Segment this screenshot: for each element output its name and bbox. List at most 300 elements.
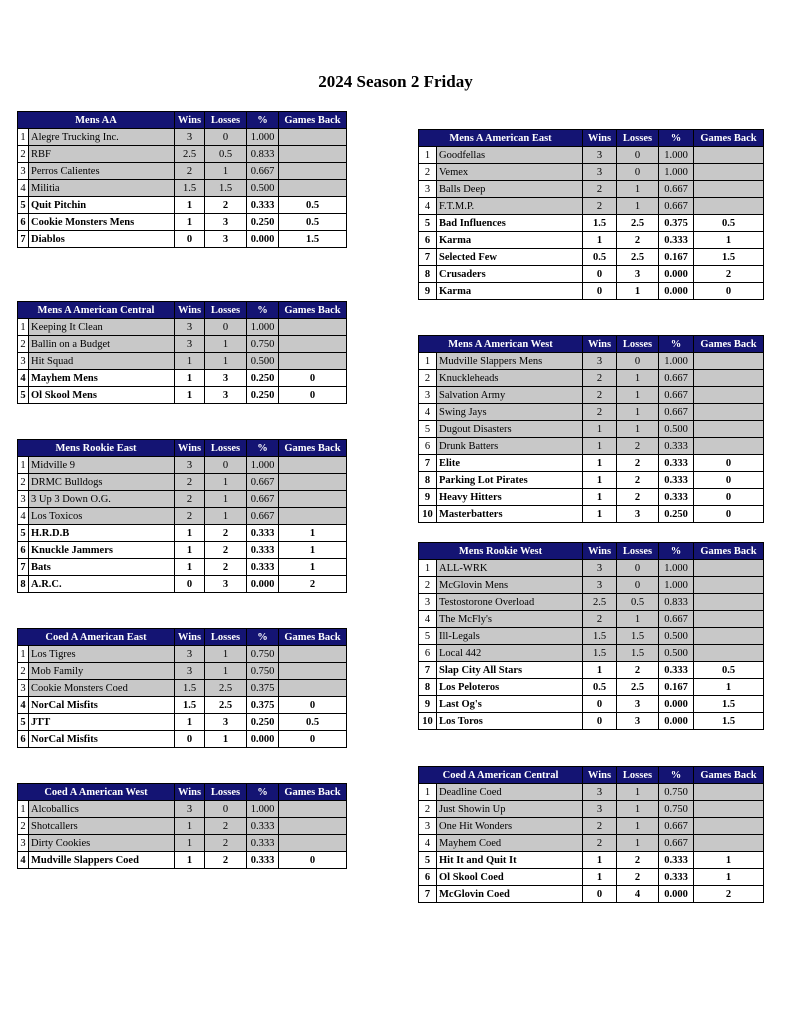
games-back-cell xyxy=(694,421,764,438)
pct-cell: 0.250 xyxy=(247,387,279,404)
wins-cell: 1 xyxy=(583,506,617,523)
table-row xyxy=(18,491,347,508)
team-cell: Quit Pitchin xyxy=(29,197,175,214)
table-header-row xyxy=(419,336,764,353)
losses-cell: 2 xyxy=(205,197,247,214)
games-back-header: Games Back xyxy=(694,130,764,147)
wins-cell: 3 xyxy=(583,577,617,594)
wins-cell: 1 xyxy=(175,370,205,387)
table-row xyxy=(419,852,764,869)
wins-cell: 2 xyxy=(583,198,617,215)
wins-cell: 3 xyxy=(583,164,617,181)
table-row xyxy=(18,801,347,818)
wins-cell: 1 xyxy=(175,852,205,869)
wins-cell: 1.5 xyxy=(175,680,205,697)
table-row xyxy=(419,784,764,801)
rank-cell: 3 xyxy=(419,181,437,198)
table-header-row xyxy=(18,784,347,801)
table-row xyxy=(419,370,764,387)
table-row xyxy=(419,869,764,886)
table-row xyxy=(419,438,764,455)
games-back-cell xyxy=(279,146,347,163)
team-cell: H.R.D.B xyxy=(29,525,175,542)
wins-cell: 0 xyxy=(583,266,617,283)
rank-cell: 9 xyxy=(419,283,437,300)
wins-cell: 1 xyxy=(175,542,205,559)
rank-cell: 6 xyxy=(419,869,437,886)
table-row xyxy=(18,387,347,404)
games-back-cell xyxy=(279,474,347,491)
team-cell: Swing Jays xyxy=(437,404,583,421)
losses-cell: 3 xyxy=(205,214,247,231)
wins-header: Wins xyxy=(175,629,205,646)
games-back-cell: 0.5 xyxy=(694,662,764,679)
table-row xyxy=(18,370,347,387)
losses-cell: 1 xyxy=(617,611,659,628)
table-row xyxy=(419,818,764,835)
rank-cell: 5 xyxy=(18,197,29,214)
team-cell: Shotcallers xyxy=(29,818,175,835)
losses-cell: 1 xyxy=(617,370,659,387)
pct-cell: 0.667 xyxy=(659,611,694,628)
wins-cell: 1.5 xyxy=(175,180,205,197)
rank-cell: 5 xyxy=(419,628,437,645)
games-back-cell: 0.5 xyxy=(279,214,347,231)
rank-cell: 8 xyxy=(419,472,437,489)
team-cell: Hit Squad xyxy=(29,353,175,370)
games-back-cell: 0.5 xyxy=(279,714,347,731)
pct-cell: 0.833 xyxy=(659,594,694,611)
pct-cell: 0.333 xyxy=(659,852,694,869)
wins-cell: 1 xyxy=(175,525,205,542)
games-back-cell: 0 xyxy=(694,472,764,489)
losses-cell: 3 xyxy=(617,696,659,713)
losses-cell: 0 xyxy=(205,319,247,336)
team-cell: Just Showin Up xyxy=(437,801,583,818)
wins-cell: 2.5 xyxy=(583,594,617,611)
pct-cell: 0.750 xyxy=(247,646,279,663)
wins-cell: 1 xyxy=(175,214,205,231)
games-back-header: Games Back xyxy=(279,112,347,129)
games-back-cell: 0 xyxy=(279,852,347,869)
games-back-cell xyxy=(694,801,764,818)
wins-cell: 2 xyxy=(583,387,617,404)
rank-cell: 7 xyxy=(18,231,29,248)
team-cell: McGlovin Coed xyxy=(437,886,583,903)
pct-cell: 0.667 xyxy=(659,181,694,198)
losses-cell: 2 xyxy=(617,438,659,455)
games-back-cell xyxy=(279,129,347,146)
games-back-cell xyxy=(694,147,764,164)
table-row xyxy=(419,181,764,198)
losses-cell: 1 xyxy=(205,731,247,748)
losses-cell: 2 xyxy=(205,559,247,576)
division-name: Coed A American Central xyxy=(419,767,583,784)
wins-cell: 3 xyxy=(583,784,617,801)
pct-cell: 0.250 xyxy=(247,370,279,387)
team-cell: Testostorone Overload xyxy=(437,594,583,611)
pct-header: % xyxy=(659,336,694,353)
pct-cell: 0.667 xyxy=(247,508,279,525)
losses-cell: 1 xyxy=(205,663,247,680)
team-cell: JTT xyxy=(29,714,175,731)
wins-cell: 3 xyxy=(583,801,617,818)
losses-cell: 2 xyxy=(617,232,659,249)
team-cell: 3 Up 3 Down O.G. xyxy=(29,491,175,508)
games-back-cell: 1.5 xyxy=(694,713,764,730)
games-back-cell: 1.5 xyxy=(279,231,347,248)
pct-cell: 0.000 xyxy=(247,731,279,748)
losses-cell: 0.5 xyxy=(205,146,247,163)
wins-cell: 1 xyxy=(175,197,205,214)
team-cell: One Hit Wonders xyxy=(437,818,583,835)
page-title: 2024 Season 2 Friday xyxy=(318,72,473,91)
losses-cell: 0 xyxy=(617,577,659,594)
wins-header: Wins xyxy=(583,543,617,560)
rank-cell: 4 xyxy=(419,404,437,421)
games-back-cell xyxy=(694,784,764,801)
wins-cell: 1.5 xyxy=(583,628,617,645)
team-cell: Ol Skool Coed xyxy=(437,869,583,886)
pct-header: % xyxy=(247,302,279,319)
rank-cell: 4 xyxy=(18,697,29,714)
pct-header: % xyxy=(247,440,279,457)
table-row xyxy=(18,163,347,180)
rank-cell: 4 xyxy=(18,508,29,525)
losses-cell: 2 xyxy=(205,525,247,542)
rank-cell: 10 xyxy=(419,713,437,730)
rank-cell: 6 xyxy=(18,214,29,231)
losses-cell: 1 xyxy=(617,801,659,818)
table-row xyxy=(419,489,764,506)
table-header-row xyxy=(419,130,764,147)
games-back-cell xyxy=(279,680,347,697)
team-cell: A.R.C. xyxy=(29,576,175,593)
games-back-cell xyxy=(279,457,347,474)
games-back-cell: 1 xyxy=(279,525,347,542)
team-cell: ALL-WRK xyxy=(437,560,583,577)
standings-table-mens-a-american-central xyxy=(17,301,347,404)
losses-header: Losses xyxy=(205,440,247,457)
table-row xyxy=(18,457,347,474)
team-cell: Deadline Coed xyxy=(437,784,583,801)
team-cell: Salvation Army xyxy=(437,387,583,404)
losses-cell: 1 xyxy=(617,181,659,198)
losses-cell: 1 xyxy=(617,784,659,801)
pct-header: % xyxy=(659,543,694,560)
team-cell: Midville 9 xyxy=(29,457,175,474)
pct-cell: 0.667 xyxy=(247,474,279,491)
team-cell: Karma xyxy=(437,283,583,300)
wins-cell: 1.5 xyxy=(583,645,617,662)
rank-cell: 2 xyxy=(419,164,437,181)
pct-cell: 1.000 xyxy=(247,319,279,336)
games-back-cell: 0 xyxy=(694,455,764,472)
games-back-header: Games Back xyxy=(694,543,764,560)
losses-cell: 2.5 xyxy=(617,249,659,266)
games-back-header: Games Back xyxy=(279,784,347,801)
table-row xyxy=(419,147,764,164)
table-header-row xyxy=(18,302,347,319)
team-cell: Hit It and Quit It xyxy=(437,852,583,869)
team-cell: Ballin on a Budget xyxy=(29,336,175,353)
games-back-cell: 1 xyxy=(694,232,764,249)
games-back-cell: 1.5 xyxy=(694,696,764,713)
games-back-cell: 0 xyxy=(279,370,347,387)
games-back-cell: 0 xyxy=(279,387,347,404)
rank-cell: 7 xyxy=(419,662,437,679)
team-cell: Los Tigres xyxy=(29,646,175,663)
pct-header: % xyxy=(247,629,279,646)
rank-cell: 5 xyxy=(419,852,437,869)
rank-cell: 3 xyxy=(419,387,437,404)
wins-cell: 2 xyxy=(583,611,617,628)
games-back-cell: 2 xyxy=(279,576,347,593)
pct-cell: 0.000 xyxy=(659,283,694,300)
pct-cell: 0.375 xyxy=(659,215,694,232)
losses-cell: 1 xyxy=(205,474,247,491)
pct-cell: 0.333 xyxy=(659,455,694,472)
games-back-cell xyxy=(279,663,347,680)
table-row xyxy=(18,852,347,869)
wins-cell: 3 xyxy=(175,801,205,818)
team-cell: Alcoballics xyxy=(29,801,175,818)
table-row xyxy=(18,559,347,576)
games-back-cell: 0 xyxy=(694,283,764,300)
rank-cell: 1 xyxy=(419,560,437,577)
wins-cell: 1 xyxy=(583,455,617,472)
wins-cell: 1 xyxy=(175,353,205,370)
table-header-row xyxy=(18,629,347,646)
rank-cell: 5 xyxy=(18,714,29,731)
team-cell: Cookie Monsters Coed xyxy=(29,680,175,697)
table-row xyxy=(18,319,347,336)
games-back-cell xyxy=(694,387,764,404)
pct-cell: 0.333 xyxy=(247,852,279,869)
losses-cell: 3 xyxy=(205,576,247,593)
pct-cell: 0.667 xyxy=(659,198,694,215)
games-back-header: Games Back xyxy=(279,302,347,319)
rank-cell: 3 xyxy=(18,491,29,508)
table-row xyxy=(419,835,764,852)
wins-cell: 2 xyxy=(583,835,617,852)
losses-cell: 1 xyxy=(205,646,247,663)
wins-cell: 3 xyxy=(175,663,205,680)
wins-cell: 1 xyxy=(583,489,617,506)
losses-cell: 1 xyxy=(617,198,659,215)
table-row xyxy=(419,387,764,404)
pct-cell: 0.000 xyxy=(659,713,694,730)
wins-cell: 1 xyxy=(583,662,617,679)
team-cell: Knuckle Jammers xyxy=(29,542,175,559)
pct-cell: 0.667 xyxy=(659,370,694,387)
wins-cell: 2.5 xyxy=(175,146,205,163)
pct-header: % xyxy=(247,784,279,801)
pct-cell: 0.167 xyxy=(659,679,694,696)
games-back-header: Games Back xyxy=(279,440,347,457)
rank-cell: 5 xyxy=(18,387,29,404)
losses-cell: 1.5 xyxy=(617,645,659,662)
table-row xyxy=(18,353,347,370)
games-back-cell xyxy=(279,818,347,835)
rank-cell: 4 xyxy=(18,370,29,387)
games-back-cell xyxy=(694,164,764,181)
losses-header: Losses xyxy=(205,629,247,646)
rank-cell: 2 xyxy=(419,577,437,594)
team-cell: F.T.M.P. xyxy=(437,198,583,215)
table-row xyxy=(419,215,764,232)
team-cell: Parking Lot Pirates xyxy=(437,472,583,489)
table-row xyxy=(419,164,764,181)
losses-cell: 0 xyxy=(617,164,659,181)
rank-cell: 9 xyxy=(419,489,437,506)
rank-cell: 10 xyxy=(419,506,437,523)
games-back-cell xyxy=(694,198,764,215)
pct-cell: 0.333 xyxy=(659,438,694,455)
rank-cell: 1 xyxy=(18,319,29,336)
standings-table-mens-a-american-east xyxy=(418,129,764,300)
wins-cell: 3 xyxy=(175,319,205,336)
table-row xyxy=(419,353,764,370)
team-cell: Militia xyxy=(29,180,175,197)
pct-cell: 0.667 xyxy=(247,491,279,508)
losses-cell: 1 xyxy=(205,491,247,508)
team-cell: Dirty Cookies xyxy=(29,835,175,852)
team-cell: Perros Calientes xyxy=(29,163,175,180)
table-row xyxy=(419,713,764,730)
pct-cell: 0.333 xyxy=(659,232,694,249)
losses-cell: 1 xyxy=(617,387,659,404)
losses-cell: 0 xyxy=(205,129,247,146)
team-cell: Local 442 xyxy=(437,645,583,662)
losses-header: Losses xyxy=(617,767,659,784)
table-row xyxy=(419,611,764,628)
pct-cell: 0.333 xyxy=(659,472,694,489)
pct-cell: 1.000 xyxy=(659,577,694,594)
wins-cell: 2 xyxy=(583,181,617,198)
games-back-cell: 1 xyxy=(694,869,764,886)
team-cell: Mudville Slappers Coed xyxy=(29,852,175,869)
games-back-cell xyxy=(279,336,347,353)
standings-table-mens-aa xyxy=(17,111,347,248)
team-cell: Vemex xyxy=(437,164,583,181)
rank-cell: 1 xyxy=(18,129,29,146)
games-back-cell xyxy=(279,646,347,663)
losses-cell: 2.5 xyxy=(205,680,247,697)
table-row xyxy=(419,283,764,300)
rank-cell: 3 xyxy=(18,353,29,370)
wins-cell: 2 xyxy=(583,370,617,387)
losses-cell: 0 xyxy=(205,457,247,474)
games-back-cell xyxy=(694,628,764,645)
wins-cell: 1 xyxy=(175,387,205,404)
wins-cell: 2 xyxy=(175,508,205,525)
table-row xyxy=(18,576,347,593)
pct-cell: 0.375 xyxy=(247,680,279,697)
games-back-cell xyxy=(694,645,764,662)
table-row xyxy=(419,232,764,249)
pct-cell: 0.333 xyxy=(247,559,279,576)
team-cell: Elite xyxy=(437,455,583,472)
losses-cell: 0 xyxy=(617,353,659,370)
games-back-cell xyxy=(694,438,764,455)
team-cell: Selected Few xyxy=(437,249,583,266)
team-cell: Los Peloteros xyxy=(437,679,583,696)
division-name: Coed A American West xyxy=(18,784,175,801)
games-back-cell xyxy=(279,801,347,818)
pct-cell: 0.750 xyxy=(659,784,694,801)
team-cell: Ill-Legals xyxy=(437,628,583,645)
wins-header: Wins xyxy=(175,784,205,801)
wins-cell: 1 xyxy=(175,559,205,576)
pct-cell: 0.500 xyxy=(659,421,694,438)
losses-cell: 1 xyxy=(617,283,659,300)
wins-cell: 0 xyxy=(175,731,205,748)
losses-cell: 1 xyxy=(205,336,247,353)
wins-cell: 3 xyxy=(583,147,617,164)
losses-cell: 2 xyxy=(617,489,659,506)
wins-cell: 2 xyxy=(175,163,205,180)
pct-cell: 0.167 xyxy=(659,249,694,266)
games-back-cell xyxy=(279,508,347,525)
team-cell: Goodfellas xyxy=(437,147,583,164)
table-row xyxy=(419,506,764,523)
table-header-row xyxy=(18,112,347,129)
wins-cell: 2 xyxy=(583,818,617,835)
division-name: Mens Rookie West xyxy=(419,543,583,560)
pct-cell: 0.500 xyxy=(247,353,279,370)
pct-cell: 1.000 xyxy=(247,457,279,474)
team-cell: Slap City All Stars xyxy=(437,662,583,679)
team-cell: Balls Deep xyxy=(437,181,583,198)
losses-cell: 2.5 xyxy=(617,679,659,696)
pct-cell: 0.500 xyxy=(659,645,694,662)
games-back-cell xyxy=(279,180,347,197)
games-back-cell: 0.5 xyxy=(694,215,764,232)
pct-cell: 0.500 xyxy=(247,180,279,197)
pct-cell: 0.750 xyxy=(659,801,694,818)
losses-cell: 0 xyxy=(617,560,659,577)
table-row xyxy=(18,231,347,248)
division-name: Mens A American East xyxy=(419,130,583,147)
table-row xyxy=(419,696,764,713)
rank-cell: 6 xyxy=(18,731,29,748)
standings-table-coed-a-american-west xyxy=(17,783,347,869)
games-back-cell xyxy=(694,835,764,852)
rank-cell: 6 xyxy=(419,232,437,249)
games-back-cell: 0 xyxy=(279,697,347,714)
wins-cell: 2 xyxy=(175,474,205,491)
games-back-cell xyxy=(279,163,347,180)
table-row xyxy=(419,628,764,645)
wins-cell: 0 xyxy=(175,576,205,593)
table-row xyxy=(419,560,764,577)
losses-cell: 3 xyxy=(205,714,247,731)
losses-cell: 1.5 xyxy=(617,628,659,645)
losses-cell: 2 xyxy=(617,869,659,886)
rank-cell: 5 xyxy=(419,421,437,438)
team-cell: Los Toros xyxy=(437,713,583,730)
losses-cell: 2 xyxy=(617,852,659,869)
table-row xyxy=(419,662,764,679)
games-back-cell: 1 xyxy=(279,542,347,559)
losses-cell: 2 xyxy=(617,662,659,679)
standings-table-mens-a-american-west xyxy=(418,335,764,523)
pct-cell: 0.333 xyxy=(247,542,279,559)
team-cell: Drunk Batters xyxy=(437,438,583,455)
team-cell: Alegre Trucking Inc. xyxy=(29,129,175,146)
games-back-cell xyxy=(279,835,347,852)
